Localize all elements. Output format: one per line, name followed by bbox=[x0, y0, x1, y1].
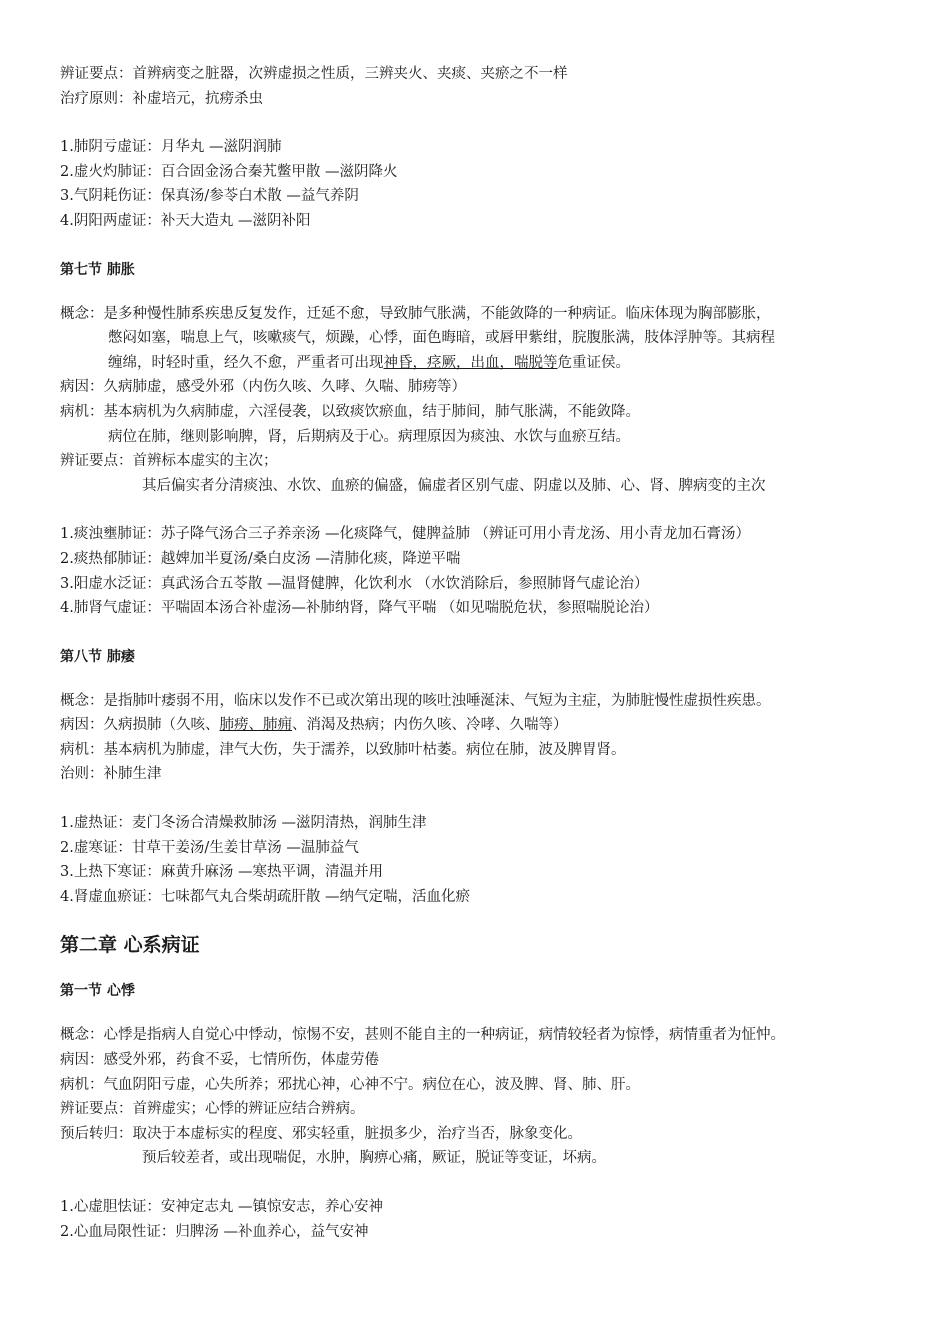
treatment-principle-line: 治疗原则：补虚培元，抗痨杀虫 bbox=[60, 90, 263, 107]
pattern-item: 1.心虚胆怯证：安神定志丸 —镇惊安志，养心安神 bbox=[60, 1199, 383, 1215]
concept-line: 概念：心悸是指病人自觉心中悸动，惊惕不安，甚则不能自主的一种病证，病情较轻者为惊悸，病情重者为怔忡。 bbox=[60, 1027, 785, 1044]
concept-line: 憋闷如塞，喘息上气，咳嗽痰气，烦躁，心悸，面色晦暗，或唇甲紫绀，脘腹胀满，肢体浮肿等。其病程 bbox=[108, 330, 775, 347]
cause-text: 病因：久病损肺（久咳、 bbox=[60, 717, 220, 734]
key-points-line: 辨证要点：首辨病变之脏器，次辨虚损之性质，三辨夹火、夹痰、夹瘀之不一样 bbox=[60, 66, 568, 82]
pattern-item: 2.痰热郁肺证：越婢加半夏汤/桑白皮汤 —清肺化痰，降逆平喘 bbox=[60, 550, 461, 567]
document-page bbox=[60, 62, 910, 1244]
underlined-text: 肺痨、肺痈 bbox=[219, 717, 292, 734]
cause-line: 病因：久病肺虚，感受外邪（内伤久咳、久哮、久喘、肺痨等） bbox=[60, 379, 466, 396]
mechanism-line: 病机：气血阴阳亏虚，心失所养；邪扰心神，心神不宁。病位在心，波及脾、肾、肺、肝。 bbox=[60, 1076, 640, 1093]
concept-line bbox=[60, 351, 910, 376]
paragraph-gap bbox=[60, 621, 910, 645]
concept-text: 缠绵，时轻时重，经久不愈，严重者可出现 bbox=[108, 354, 384, 371]
paragraph-gap bbox=[60, 498, 910, 522]
concept-line: 概念：是指肺叶痿弱不用，临床以发作不已或次第出现的咳吐浊唾涎沫、气短为主症，为肺脏慢性虚损性疾患。 bbox=[60, 692, 771, 709]
paragraph-gap bbox=[60, 111, 910, 135]
key-points-line: 辨证要点：首辨标本虚实的主次； bbox=[60, 453, 278, 470]
pattern-item: 4.肺肾气虚证：平喘固本汤合补虚汤—补肺纳肾，降气平喘 （如见喘脱危状，参照喘脱论治） bbox=[60, 600, 659, 617]
key-points-line: 其后偏实者分清痰浊、水饮、血瘀的偏盛，偏虚者区别气虚、阴虚以及肺、心、肾、脾病变的主次 bbox=[142, 477, 766, 494]
paragraph-gap bbox=[60, 909, 910, 931]
cause-line bbox=[60, 713, 910, 738]
pattern-item: 4.阴阳两虚证：补天大造丸 —滋阴补阳 bbox=[60, 212, 311, 229]
treatment-line: 治则：补肺生津 bbox=[60, 766, 162, 783]
concept-text: 危重证侯。 bbox=[557, 354, 630, 371]
cause-line: 病因：感受外邪，药食不妥，七情所伤，体虚劳倦 bbox=[60, 1052, 379, 1069]
pattern-item: 1.肺阴亏虚证：月华丸 —滋阴润肺 bbox=[60, 139, 282, 156]
pattern-item: 2.虚寒证：甘草干姜汤/生姜甘草汤 —温肺益气 bbox=[60, 839, 359, 856]
paragraph-gap bbox=[60, 669, 910, 689]
pattern-item: 4.肾虚血瘀证：七味都气丸合柴胡疏肝散 —纳气定喘，活血化瘀 bbox=[60, 888, 470, 905]
pattern-item: 3.上热下寒证：麻黄升麻汤 —寒热平调，清温并用 bbox=[60, 864, 383, 881]
paragraph-gap bbox=[60, 234, 910, 258]
paragraph-gap bbox=[60, 787, 910, 811]
paragraph-gap bbox=[60, 1171, 910, 1195]
prognosis-line: 预后较差者，或出现喘促，水肿，胸痹心痛，厥证，脱证等变证，坏病。 bbox=[142, 1150, 606, 1167]
mechanism-line: 病机：基本病机为肺虚，津气大伤，失于濡养，以致肺叶枯萎。病位在肺，波及脾胃肾。 bbox=[60, 741, 626, 758]
underlined-text: 神昏，痉厥，出血，喘脱等 bbox=[383, 354, 558, 371]
paragraph-gap bbox=[60, 959, 910, 979]
pattern-item: 1.虚热证：麦门冬汤合清燥救肺汤 —滋阴清热，润肺生津 bbox=[60, 815, 427, 832]
concept-line: 概念：是多种慢性肺系疾患反复发作，迁延不愈，导致肺气胀满，不能敛降的一种病证。临床体现为胸部膨胀， bbox=[60, 305, 771, 322]
prognosis-line: 预后转归：取决于本虚标实的程度、邪实轻重，脏损多少，治疗当否，脉象变化。 bbox=[60, 1125, 582, 1142]
pattern-item: 2.心血局限性证：归脾汤 —补血养心，益气安神 bbox=[60, 1223, 369, 1240]
pattern-item: 2.虚火灼肺证：百合固金汤合秦艽鳖甲散 —滋阴降火 bbox=[60, 163, 398, 180]
pattern-item: 3.气阴耗伤证：保真汤/参苓白术散 —益气养阴 bbox=[60, 188, 359, 205]
section-title: 第七节 肺胀 bbox=[60, 261, 135, 278]
cause-text: 、消渴及热病；内伤久咳、冷哮、久喘等） bbox=[292, 717, 568, 734]
section-title: 第一节 心悸 bbox=[60, 983, 135, 1000]
paragraph-gap bbox=[60, 1003, 910, 1023]
chapter-title: 第二章 心系病证 bbox=[60, 934, 200, 957]
mechanism-line: 病机：基本病机为久病肺虚，六淫侵袭，以致痰饮瘀血，结于肺间，肺气胀满，不能敛降。 bbox=[60, 403, 640, 420]
key-points-line: 辨证要点：首辨虚实；心悸的辨证应结合辨病。 bbox=[60, 1101, 365, 1118]
paragraph-gap bbox=[60, 282, 910, 302]
mechanism-line: 病位在肺，继则影响脾，肾，后期病及于心。病理原因为痰浊、水饮与血瘀互结。 bbox=[108, 428, 630, 445]
pattern-item: 3.阳虚水泛证：真武汤合五苓散 —温肾健脾，化饮利水 （水饮消除后，参照肺肾气虚论治） bbox=[60, 575, 649, 592]
pattern-item: 1.痰浊壅肺证：苏子降气汤合三子养亲汤 —化痰降气，健脾益肺 （辨证可用小青龙汤、用小青龙加石膏汤） bbox=[60, 526, 751, 543]
section-title: 第八节 肺痿 bbox=[60, 648, 135, 665]
